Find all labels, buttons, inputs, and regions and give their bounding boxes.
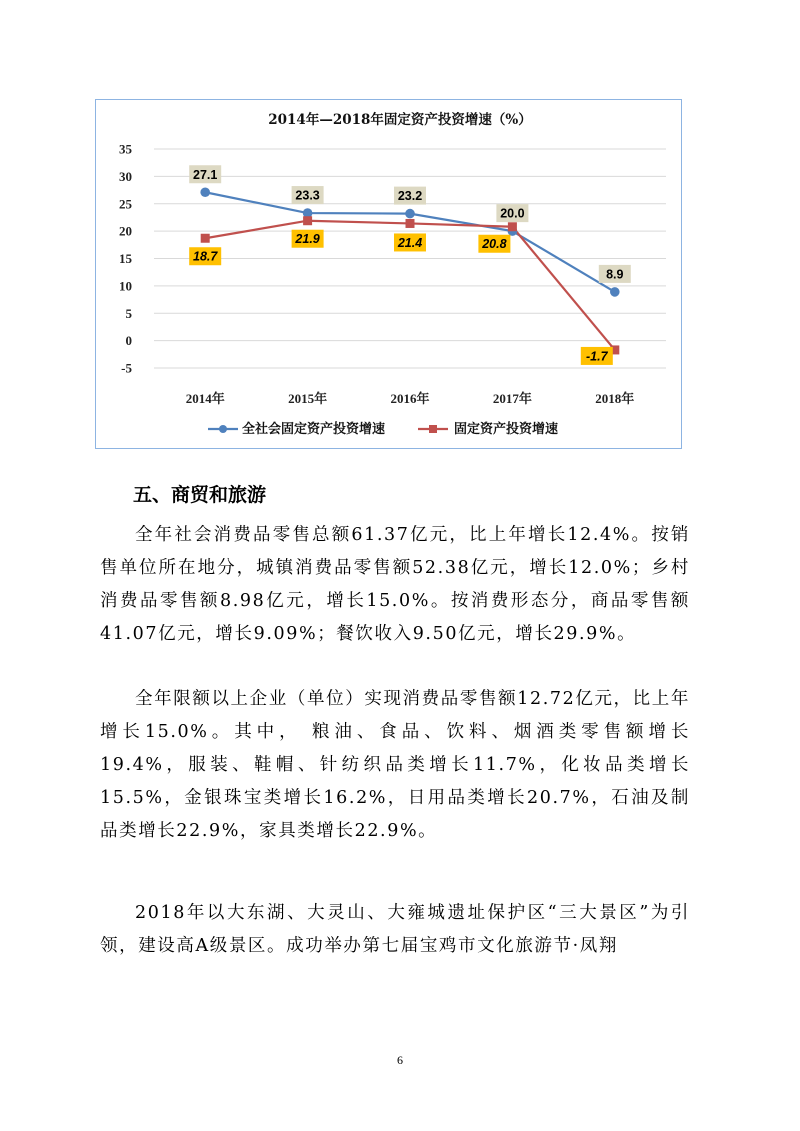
- y-tick-label: 5: [125, 305, 132, 321]
- y-tick-label: 30: [119, 168, 132, 184]
- line-chart: [96, 100, 683, 450]
- y-tick-label: 15: [119, 251, 132, 266]
- series-1-data-label: 8.9: [606, 267, 624, 282]
- series-1-data-label: 27.1: [193, 167, 218, 182]
- series-1-point: [200, 187, 210, 197]
- y-tick-label: 10: [119, 278, 132, 294]
- paragraph-retail-sales: 全年社会消费品零售总额61.37亿元，比上年增长12.4%。按销售单位所在地分，城镇消费品零售额52.38亿元，增长12.0%；乡村消费品零售额8.98亿元，增长15.0%。按消费形态分，商品零售额41.07亿元，增长9.09%；餐饮收入9.50亿元，增长29.9%。: [100, 525, 690, 644]
- series-1-data-label: 20.0: [500, 206, 525, 221]
- series-2-data-label: 18.7: [193, 249, 218, 264]
- series-1-point: [405, 209, 415, 219]
- legend-label-series-2: 固定资产投资增速: [454, 422, 559, 437]
- series-2-point: [201, 234, 210, 243]
- x-tick-label: 2016年: [390, 391, 430, 406]
- paragraph-enterprise-sales: 全年限额以上企业（单位）实现消费品零售额12.72亿元，比上年增长15.0%。其中， 粮油、食品、饮料、烟酒类零售额增长19.4%，服装、鞋帽、针纺织品类增长11.7%，化妆品类增长15.5%，金银珠宝类增长16.2%，日用品类增长20.7%，石油及制品类增长22.9%，家具类增长22.9%。: [100, 689, 690, 841]
- series-1-data-label: 23.3: [295, 188, 320, 203]
- y-tick-label: 20: [119, 223, 132, 239]
- x-tick-label: 2018年: [595, 391, 635, 406]
- y-tick-label: 0: [125, 333, 132, 349]
- chart-title: 2014年—2018年固定资产投资增速（%）: [268, 112, 532, 128]
- x-tick-label: 2015年: [288, 391, 328, 406]
- series-2-point: [508, 222, 517, 231]
- section-heading: 五、商贸和旅游: [133, 484, 267, 506]
- series-1-point: [610, 287, 620, 297]
- x-tick-label: 2014年: [185, 391, 225, 406]
- y-tick-label: 35: [119, 141, 132, 157]
- legend-marker-series-2: [429, 425, 437, 433]
- x-tick-label: 2017年: [492, 391, 532, 406]
- legend-label-series-1: 全社会固定资产投资增速: [242, 422, 386, 437]
- series-2-data-label: 20.8: [482, 237, 507, 252]
- legend-marker-series-1: [219, 425, 227, 433]
- y-tick-label: -5: [121, 360, 132, 376]
- paragraph-tourism: 2018年以大东湖、大灵山、大雍城遗址保护区“三大景区”为引领，建设高A级景区。成功举办第七届宝鸡市文化旅游节·凤翔: [100, 903, 690, 956]
- series-1-data-label: 23.2: [397, 189, 423, 204]
- series-2-data-label: 21.9: [295, 232, 320, 247]
- series-2-point: [406, 219, 415, 228]
- series-2-data-label: -1.7: [586, 349, 608, 364]
- y-tick-label: 25: [119, 196, 132, 212]
- series-2-data-label: 21.4: [397, 235, 423, 250]
- series-2-point: [303, 216, 312, 225]
- page-number: 6: [397, 1053, 403, 1067]
- chart-frame: [95, 99, 682, 449]
